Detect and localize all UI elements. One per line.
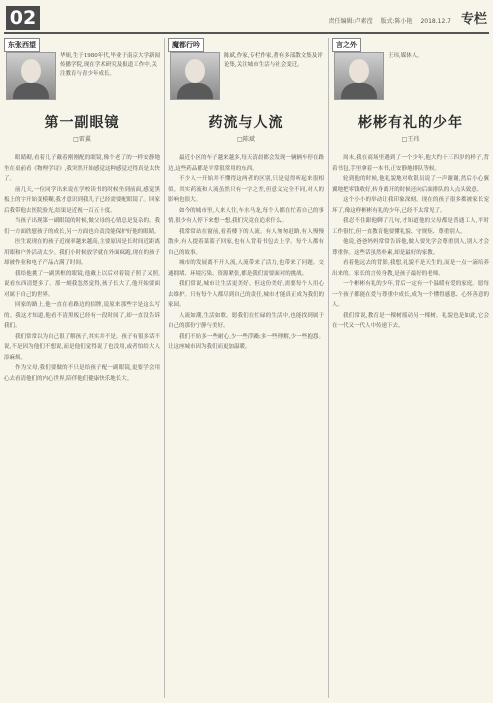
article-author: □陈斌 [237,136,255,143]
paragraph: 周末,我在商场里遇到了一个少年,他大约十三四岁的样子,背着书包,手里拿着一本书,正安静地排队等候。 [332,155,489,172]
issue-date: 2018.12.7 [420,18,451,25]
article-title: 彬彬有礼的少年 [358,115,463,131]
author-box [332,38,489,102]
paragraph: 一个彬彬有礼的少年,背后一定有一个温暖有爱的家庭。愿每一个孩子都能在爱与尊重中成长,成为一个懂得感恩、心怀善意的人。 [332,281,489,308]
paragraph: 我常常站在窗前,看着楼下的人流。有人匆匆赶路,有人慢慢散步,有人提着菜篮子回家,也有人背着书包去上学。每个人都有自己的故事。 [168,228,324,256]
paragraph: 城市的发展离不开人流,人流带来了活力,也带来了问题。交通拥堵、环境污染、资源紧张,都是我们需要面对的挑战。 [168,260,324,277]
masthead-meta [323,16,451,25]
article-body [332,153,489,332]
layout-credit: 版式:陈小艳 [380,18,413,25]
paragraph: 他说,爸爸妈妈常常告诉他,做人要先学会尊重别人,别人才会尊重你。这些话虽然朴素,却是最好的家教。 [332,239,489,256]
author-photo [170,52,220,100]
column-2 [168,38,324,698]
author-box [4,38,160,102]
author-bio: 王玮,媒体人。 [388,53,423,59]
article-body [168,153,324,353]
paragraph: 回家的路上,他一直在看路边的招牌,说原来那些字是这么写的。我这才知道,他看不清黑板已经有一段时间了,却一直没告诉我们。 [4,302,160,329]
paragraph: 我们不妨多一些耐心,少一些浮躁;多一些理解,少一些抱怨。让这座城市因为我们而更加温暖。 [168,333,324,350]
article-body [4,153,160,384]
paragraph: 前几天,一位同学出来说在学校读书的时候坐到前面,感觉黑板上的字开始变模糊,我才意识到我儿子已经需要配眼镜了。回家后我带他去医院验光,结果是近视一百五十度。 [4,186,160,214]
paragraph: 我给他挑了一副黑框的眼镜,他戴上以后对着镜子照了又照,说看东西清楚多了。那一刻我忽然觉得,孩子长大了,他开始要面对属于自己的世界。 [4,270,160,298]
paragraph: 我们常说,城市让生活更美好。但这份美好,需要每个人用心去维护。只有每个人都尽到自己的责任,城市才能真正成为我们的家园。 [168,281,324,308]
page-number: 02 [6,6,40,30]
section-name: 专栏 [460,12,487,27]
author-bio: 陈斌,作家,专栏作家,著有多部散文集及评论集,关注城市生活与社会变迁。 [224,53,323,68]
author-bio: 华姐,生于1980年代,毕业于南京大学新闻传播学院,现在学术研究及报道工作中,关注教育与青少年成长。 [60,53,160,77]
article-author: □雷翼 [73,136,91,143]
column-byline: 东张西望 [4,38,40,52]
paragraph: 不少人一开始并不懂得这两者的区别,只是觉得听起来很相似。其实药流和人流虽然只有一字之差,但意义完全不同,对人的影响也很大。 [168,176,324,203]
editor-credit: 责任编辑:卢素滢 [328,18,373,25]
column-divider [164,38,165,698]
article-title: 第一副眼镜 [44,115,120,131]
paragraph: 这个小小的举动让我印象深刻。现在的孩子很多都被家长宠坏了,像这样彬彬有礼的少年,已经不太常见了。 [332,197,489,214]
paragraph: 最近小区的车子越来越多,每天清晨都会发现一辆辆车停在路边,这些药品都是平常很常用的东西。 [168,155,324,172]
column-byline: 言之外 [332,38,361,52]
paragraph: 我们常说,教育是一棵树摇动另一棵树。礼貌也是如此,它会在一代又一代人中传递下去。 [332,312,489,329]
paragraph: 轮到他的时候,他礼貌地对收银员说了一声谢谢,然后小心翼翼地把零钱收好,转身离开的时候还向后面排队的人点头致意。 [332,176,489,193]
paragraph: 作为父母,我们要做的不只是给孩子配一副眼镜,更要学会用心去看清他们的内心世界,陪伴他们健康快乐地长大。 [4,365,160,382]
author-photo [6,52,56,100]
column-1 [4,38,160,698]
article-author: □王玮 [401,136,420,143]
author-photo [334,52,384,100]
paragraph: 当孩子出现第一副眼镜的时候,做父母的心情总是复杂的。我们一方面欣慰孩子的成长,另一方面也自责没能保护好他的眼睛。 [4,218,160,235]
column-3 [332,38,489,698]
paragraph: 眼睛砌,看着儿子戴着刚刚配的眼镜,像个老了的一样安静地坐在桌前看《物理学诗》,我突然开始感觉这种感觉过得真是太快了。 [4,155,160,182]
masthead [4,4,489,34]
author-box [168,38,324,102]
article-title: 药流与人流 [208,115,284,131]
paragraph: 我忍不住跟他聊了几句,才知道他的父母都是普通工人,平时工作很忙,但一直教育他要懂礼貌、守规矩、尊重别人。 [332,218,489,235]
paragraph: 如今的城市里,人来人往,车水马龙,每个人都在忙着自己的事情,很少有人停下来想一想,我们究竟在追求什么。 [168,207,324,224]
column-divider [328,38,329,698]
paragraph: 医生说现在的孩子近视率越来越高,主要原因是长时间近距离用眼和户外活动太少。我们小时候放学就在外面疯跑,现在的孩子却被作业和电子产品占满了时间。 [4,239,160,266]
paragraph: 人流如潮,生活如歌。愿我们在忙碌的生活中,也能找到属于自己的那份宁静与美好。 [168,312,324,329]
paragraph: 看着他远去的背影,我想,礼貌不是天生的,而是一点一滴培养出来的。家长的言传身教,是孩子最好的老师。 [332,260,489,277]
paragraph: 我们常常以为自己很了解孩子,其实并不是。孩子有很多话不说,不是因为他们不想说,而是他们觉得说了也没用,或者怕给大人添麻烦。 [4,333,160,361]
column-byline: 魔都行吟 [168,38,204,52]
